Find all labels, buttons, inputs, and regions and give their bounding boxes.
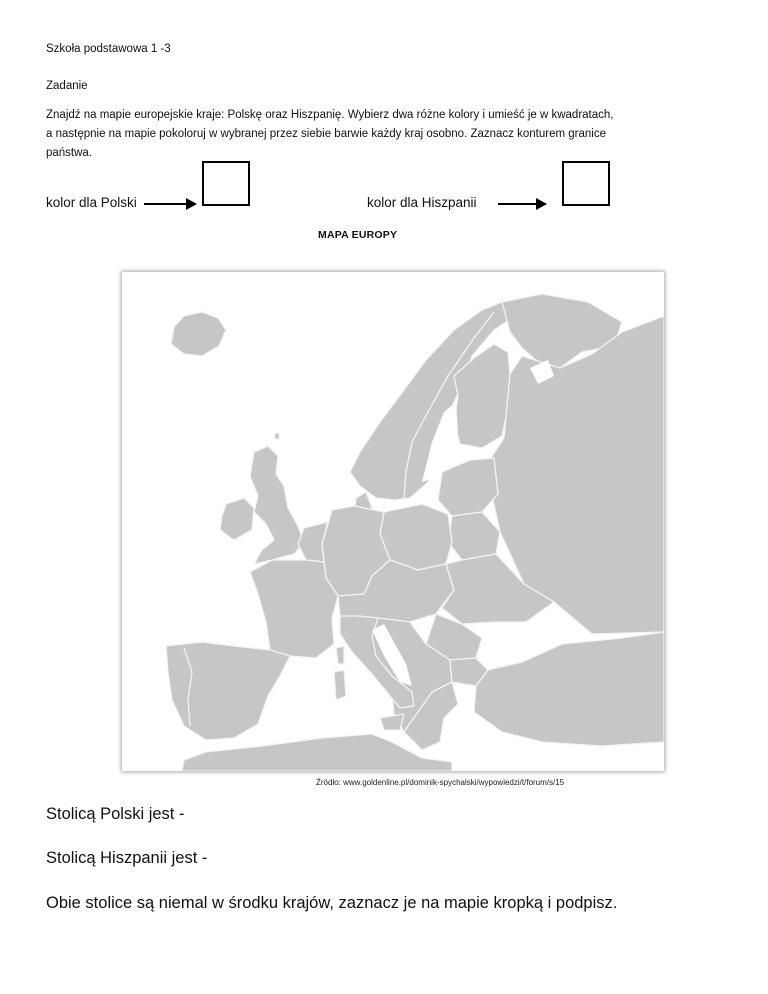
school-label: Szkoła podstawowa 1 -3 xyxy=(46,43,171,55)
poland-color-label: kolor dla Polski xyxy=(46,195,137,210)
instruction-line-3: państwa. xyxy=(46,147,93,159)
iberia-shape xyxy=(166,642,290,740)
faroe-shape xyxy=(274,432,280,440)
sicily-shape xyxy=(380,714,404,730)
britain-shape xyxy=(250,446,304,564)
ireland-shape xyxy=(220,498,254,540)
question-poland-capital: Stolicą Polski jest - xyxy=(46,805,185,823)
baltics-shape xyxy=(438,458,498,516)
europe-map-graphic xyxy=(122,272,664,771)
map-source: Źródło: www.goldenline.pl/dominik-spychalski/wypowiedzi/t/forum/s/15 xyxy=(316,778,565,787)
spain-color-label: kolor dla Hiszpanii xyxy=(367,195,477,210)
map-title: MAPA EUROPY xyxy=(318,229,398,241)
instruction-line-2: a następnie na mapie pokoloruj w wybranej przez siebie barwie każdy kraj osobno. Zaznacz konturem granice xyxy=(46,128,606,140)
belarus-shape xyxy=(448,512,500,560)
instructions xyxy=(46,106,736,163)
question-spain-capital: Stolicą Hiszpanii jest - xyxy=(46,849,208,867)
sardinia-shape xyxy=(334,670,346,700)
corsica-shape xyxy=(336,646,344,664)
europe-map[interactable] xyxy=(122,272,664,771)
poland-color-box[interactable] xyxy=(202,161,250,206)
spain-arrow-icon xyxy=(498,198,546,210)
task-label: Zadanie xyxy=(46,80,88,92)
poland-arrow-icon xyxy=(144,198,196,210)
iceland-shape xyxy=(171,312,226,356)
france-shape xyxy=(250,560,338,658)
spain-color-box[interactable] xyxy=(562,161,610,206)
instruction-line-1: Znajdź na mapie europejskie kraje: Polskę oraz Hiszpanię. Wybierz dwa różne kolory i umieść je w kwadratach, xyxy=(46,109,614,121)
question-mark-capitals: Obie stolice są niemal w środku krajów, zaznacz je na mapie kropką i podpisz. xyxy=(46,894,618,912)
